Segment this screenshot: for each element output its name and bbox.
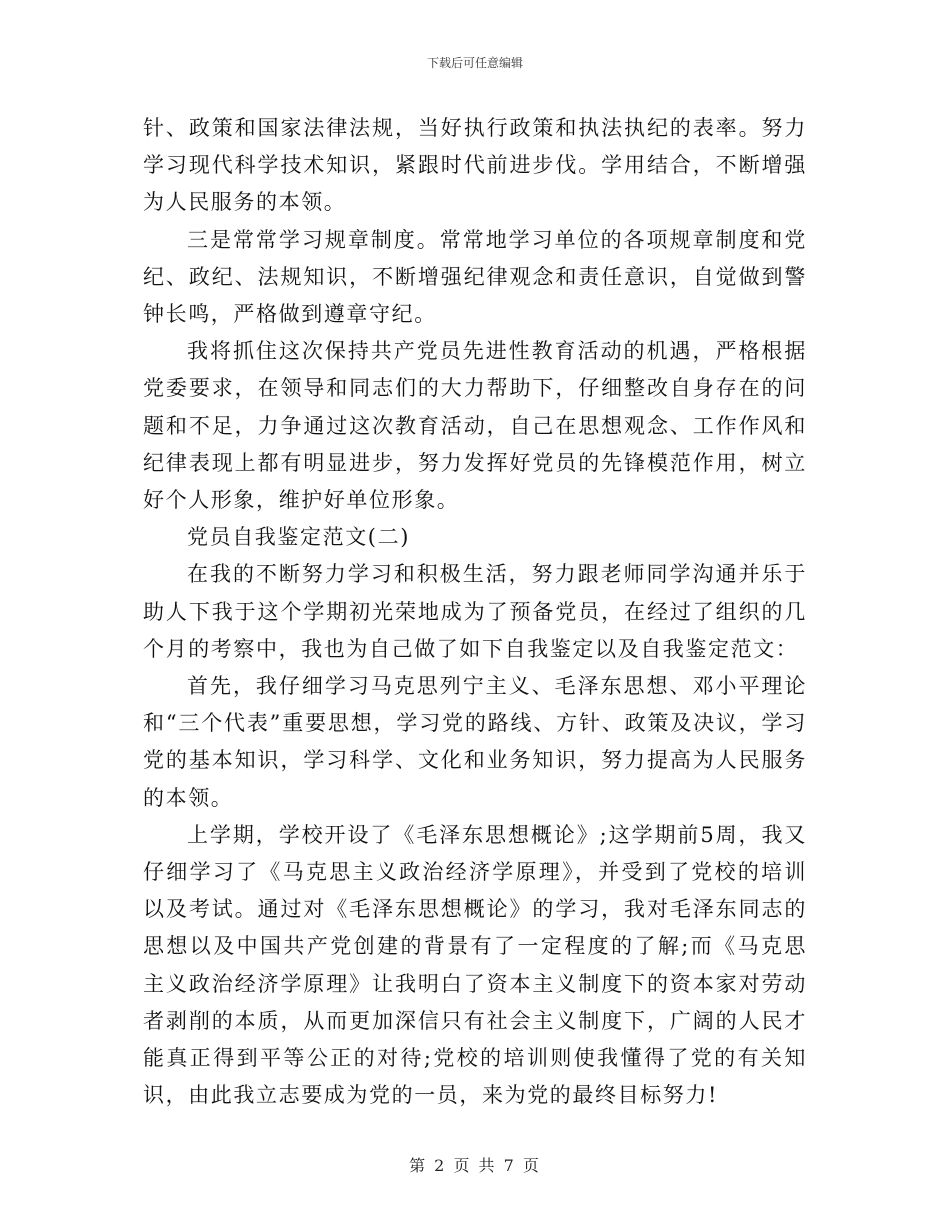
page-number: 第 2 页 共 7 页 — [409, 1156, 541, 1175]
document-body — [143, 110, 807, 1114]
paragraph-2: 三是常常学习规章制度。常常地学习单位的各项规章制度和党纪、政纪、法规知识，不断增强纪律观念和责任意识，自觉做到警钟长鸣，严格做到遵章守纪。 — [143, 227, 807, 327]
section-heading: 党员自我鉴定范文(二) — [187, 525, 410, 550]
page-header: 下载后可任意编辑 — [426, 56, 523, 70]
paragraph-5: 首先，我仔细学习马克思列宁主义、毛泽东思想、邓小平理论和“三个代表”重要思想，学习党的路线、方针、政策及决议，学习党的基本知识，学习科学、文化和业务知识，努力提高为人民服务的本领。 — [143, 674, 807, 810]
paragraph-4: 在我的不断努力学习和积极生活，努力跟老师同学沟通并乐于助人下我于这个学期初光荣地成为了预备党员，在经过了组织的几个月的考察中，我也为自己做了如下自我鉴定以及自我鉴定范文： — [143, 562, 807, 661]
paragraph-3: 我将抓住这次保持共产党员先进性教育活动的机遇，严格根据党委要求，在领导和同志们的大力帮助下，仔细整改自身存在的问题和不足，力争通过这次教育活动，自己在思想观念、工作作风和纪律表现上都有明显进步，努力发挥好党员的先锋模范作用，树立好个人形象，维护好单位形象。 — [143, 339, 807, 513]
paragraph-1: 针、政策和国家法律法规，当好执行政策和执法执纪的表率。努力学习现代科学技术知识，紧跟时代前进步伐。学用结合，不断增强为人民服务的本领。 — [143, 116, 807, 215]
paragraph-6: 上学期，学校开设了《毛泽东思想概论》;这学期前5周，我又仔细学习了《马克思主义政治经济学原理》，并受到了党校的培训以及考试。通过对《毛泽东思想概论》的学习，我对毛泽东同志的思想以及中国共产党创建的背景有了一定程度的了解;而《马克思主义政治经济学原理》让我明白了资本主义制度下的资本家对劳动者剥削的本质，从而更加深信只有社会主义制度下，广阔的人民才能真正得到平等公正的对待;党校的培训则使我懂得了党的有关知识，由此我立志要成为党的一员，来为党的最终目标努力! — [143, 822, 807, 1108]
